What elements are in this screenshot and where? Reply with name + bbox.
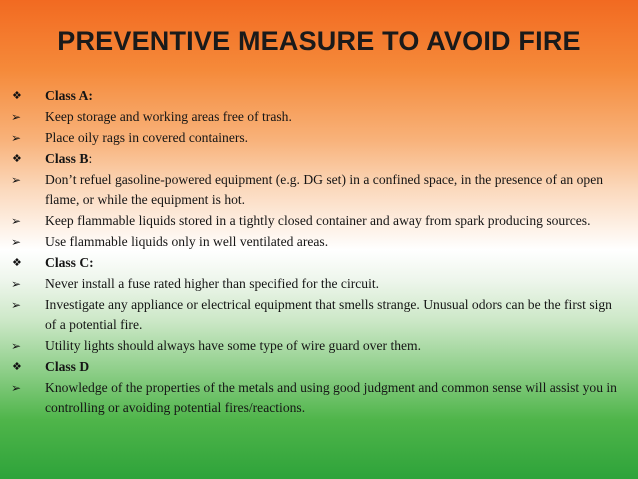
list-item-text: Knowledge of the properties of the metals and using good judgment and common sense will assist you in controlling or avoiding potential fires/reactions. bbox=[45, 380, 617, 415]
class-b-heading bbox=[0, 149, 620, 169]
diamond-bullet-icon: ❖ bbox=[12, 256, 22, 269]
class-d-heading bbox=[0, 357, 620, 377]
arrow-bullet-icon: ➢ bbox=[11, 173, 22, 187]
arrow-bullet-icon: ➢ bbox=[11, 339, 22, 353]
list-item-text: Class D bbox=[45, 359, 90, 374]
arrow-bullet-icon: ➢ bbox=[11, 110, 22, 124]
diamond-bullet-icon: ❖ bbox=[12, 152, 22, 165]
list-item bbox=[0, 295, 620, 335]
slide-title: PREVENTIVE MEASURE TO AVOID FIRE bbox=[57, 26, 581, 56]
list-item-text: Investigate any appliance or electrical equipment that smells strange. Unusual odors can be the first sign of a potential fire. bbox=[45, 297, 612, 332]
list-item-text: Use flammable liquids only in well ventilated areas. bbox=[45, 234, 329, 249]
list-item-text: Class A: bbox=[45, 88, 93, 103]
arrow-bullet-icon: ➢ bbox=[11, 131, 22, 145]
list-item bbox=[0, 170, 620, 210]
list-item bbox=[0, 232, 620, 252]
class-c-heading bbox=[0, 253, 620, 273]
arrow-bullet-icon: ➢ bbox=[11, 235, 22, 249]
arrow-bullet-icon: ➢ bbox=[11, 298, 22, 312]
list-item-text: Class B bbox=[45, 151, 89, 166]
list-item bbox=[0, 211, 620, 231]
diamond-bullet-icon: ❖ bbox=[12, 360, 22, 373]
list-item-text: Keep storage and working areas free of trash. bbox=[45, 109, 292, 124]
arrow-bullet-icon: ➢ bbox=[11, 381, 22, 395]
list-item bbox=[0, 378, 620, 418]
list-item-text: Class C: bbox=[45, 255, 94, 270]
list-item bbox=[0, 128, 620, 148]
list-item-text: Place oily rags in covered containers. bbox=[45, 130, 249, 145]
list-item-text: Don’t refuel gasoline-powered equipment (e.g. DG set) in a confined space, in the presence of an open flame, or while the equipment is hot. bbox=[45, 172, 604, 207]
bullet-list bbox=[0, 86, 620, 419]
class-a-heading bbox=[0, 86, 620, 106]
list-item bbox=[0, 336, 620, 356]
list-item-text: Never install a fuse rated higher than specified for the circuit. bbox=[45, 276, 380, 291]
list-item-text: Utility lights should always have some type of wire guard over them. bbox=[45, 338, 422, 353]
list-item bbox=[0, 274, 620, 294]
list-item-text: Keep flammable liquids stored in a tightly closed container and away from spark producing sources. bbox=[45, 213, 591, 228]
diamond-bullet-icon: ❖ bbox=[12, 89, 22, 102]
heading-colon: : bbox=[88, 151, 93, 166]
list-item bbox=[0, 107, 620, 127]
arrow-bullet-icon: ➢ bbox=[11, 277, 22, 291]
arrow-bullet-icon: ➢ bbox=[11, 214, 22, 228]
